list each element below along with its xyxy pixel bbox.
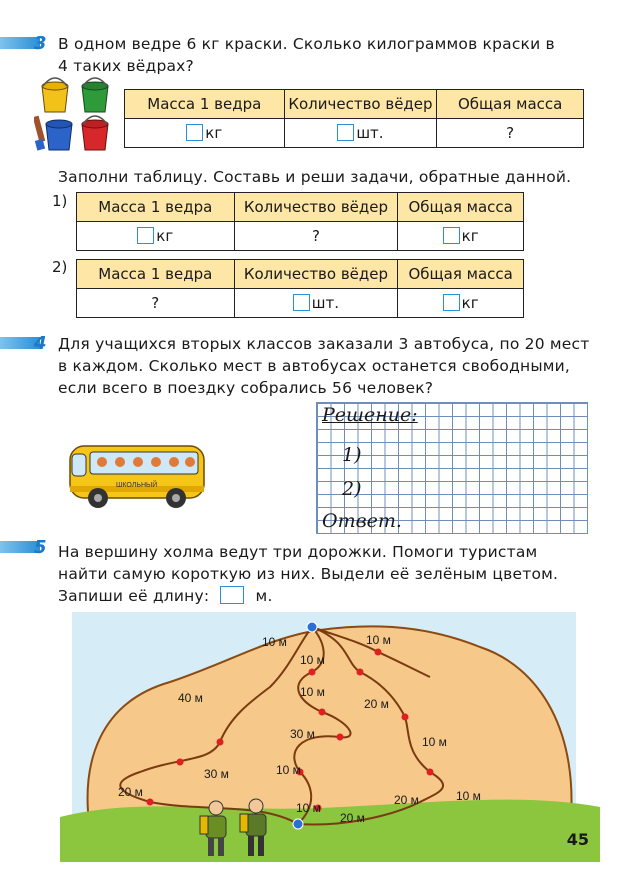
hill-paths-illustration — [60, 612, 600, 862]
task-text-line: 4 таких вёдрах? — [58, 57, 194, 75]
unit-label: кг — [461, 227, 479, 245]
unit-label: шт. — [311, 294, 340, 312]
answer-box[interactable] — [137, 227, 154, 244]
distance-label: 30 м — [204, 767, 229, 781]
bucket-red — [82, 116, 108, 150]
answer-box[interactable] — [443, 227, 460, 244]
bus-label: ШКОЛЬНЫЙ — [116, 482, 158, 489]
answer-box[interactable] — [337, 124, 354, 141]
grass — [60, 800, 600, 862]
solution-step-1: 1) — [342, 444, 362, 466]
distance-label: 40 м — [178, 691, 203, 705]
value-cell — [437, 119, 584, 148]
header-cell: Количество вёдер — [234, 193, 398, 222]
solution-answer: Ответ. — [322, 510, 402, 532]
task-number: 4 — [34, 333, 47, 354]
distance-label: 20 м — [118, 785, 143, 799]
task-text-line: На вершину холма ведут три дорожки. Помоги туристам — [58, 543, 538, 561]
summit-point — [307, 622, 317, 632]
table-label: 2) — [52, 258, 68, 276]
table-label: 1) — [52, 192, 68, 210]
start-point — [293, 819, 303, 829]
solution-title: Решение: — [322, 404, 418, 426]
bucket-green — [82, 78, 108, 112]
table-header-row — [125, 90, 584, 119]
table-task3-inverse-1 — [76, 192, 524, 251]
task-text-line: найти самую короткую из них. Выдели её зелёным цветом. — [58, 565, 559, 583]
unknown-mark: ? — [311, 227, 320, 245]
task-number: 5 — [34, 537, 47, 558]
header-cell: Общая масса — [437, 90, 584, 119]
value-cell — [77, 222, 235, 251]
page-number: 45 — [566, 830, 589, 849]
distance-label: 10 м — [366, 633, 391, 647]
value-cell — [234, 222, 398, 251]
paint-buckets-illustration — [34, 72, 118, 158]
distance-label: 10 м — [262, 635, 287, 649]
unit-label: шт. — [356, 124, 384, 142]
task-number: 3 — [34, 33, 47, 54]
distance-label: 10 м — [456, 789, 481, 803]
table-task3-main — [124, 89, 584, 148]
solution-step-2: 2) — [342, 478, 362, 500]
instruction-text: Заполни таблицу. Составь и реши задачи, обратные данной. — [58, 168, 572, 186]
task-text-line: Для учащихся вторых классов заказали 3 автобуса, по 20 мест — [58, 335, 590, 353]
value-cell — [398, 222, 524, 251]
table-header-row — [77, 260, 524, 289]
header-cell: Количество вёдер — [234, 260, 398, 289]
task-text-line — [58, 585, 598, 607]
task-text — [58, 333, 598, 399]
answer-box[interactable] — [443, 294, 460, 311]
distance-label: 10 м — [296, 801, 321, 815]
header-cell: Количество вёдер — [284, 90, 437, 119]
answer-box[interactable] — [186, 124, 203, 141]
task-text-line: В одном ведре 6 кг краски. Сколько килограммов краски в — [58, 35, 555, 53]
task-text — [58, 541, 598, 607]
bucket-blue — [46, 120, 72, 150]
answer-box[interactable] — [220, 586, 244, 604]
value-cell — [77, 289, 235, 318]
task-text — [58, 33, 598, 77]
header-cell: Масса 1 ведра — [77, 193, 235, 222]
paintbrush — [34, 116, 45, 151]
distance-label: 10 м — [276, 763, 301, 777]
unknown-mark: ? — [506, 124, 515, 142]
table-header-row — [77, 193, 524, 222]
table-row — [125, 119, 584, 148]
answer-prompt: Запиши её длину: — [58, 587, 210, 605]
value-cell — [398, 289, 524, 318]
task-text-line: если всего в поездку собрались 56 человек? — [58, 379, 434, 397]
unit-label: кг — [461, 294, 479, 312]
distance-label: 10 м — [300, 685, 325, 699]
table-row — [77, 289, 524, 318]
unit-label: кг — [205, 124, 223, 142]
header-cell: Общая масса — [398, 260, 524, 289]
bucket-yellow — [42, 78, 68, 112]
answer-box[interactable] — [293, 294, 310, 311]
unit-label: м. — [255, 587, 273, 605]
value-cell — [284, 119, 437, 148]
unknown-mark: ? — [151, 294, 160, 312]
value-cell — [125, 119, 285, 148]
table-task3-inverse-2 — [76, 259, 524, 318]
header-cell: Общая масса — [398, 193, 524, 222]
distance-label: 20 м — [394, 793, 419, 807]
school-bus-illustration — [64, 440, 210, 512]
distance-label: 10 м — [422, 735, 447, 749]
header-cell: Масса 1 ведра — [125, 90, 285, 119]
distance-label: 20 м — [364, 697, 389, 711]
unit-label: кг — [156, 227, 174, 245]
table-row — [77, 222, 524, 251]
distance-label: 20 м — [340, 811, 365, 825]
header-cell: Масса 1 ведра — [77, 260, 235, 289]
task-text-line: в каждом. Сколько мест в автобусах останется свободными, — [58, 357, 571, 375]
distance-label: 30 м — [290, 727, 315, 741]
distance-label: 10 м — [300, 653, 325, 667]
value-cell — [234, 289, 398, 318]
